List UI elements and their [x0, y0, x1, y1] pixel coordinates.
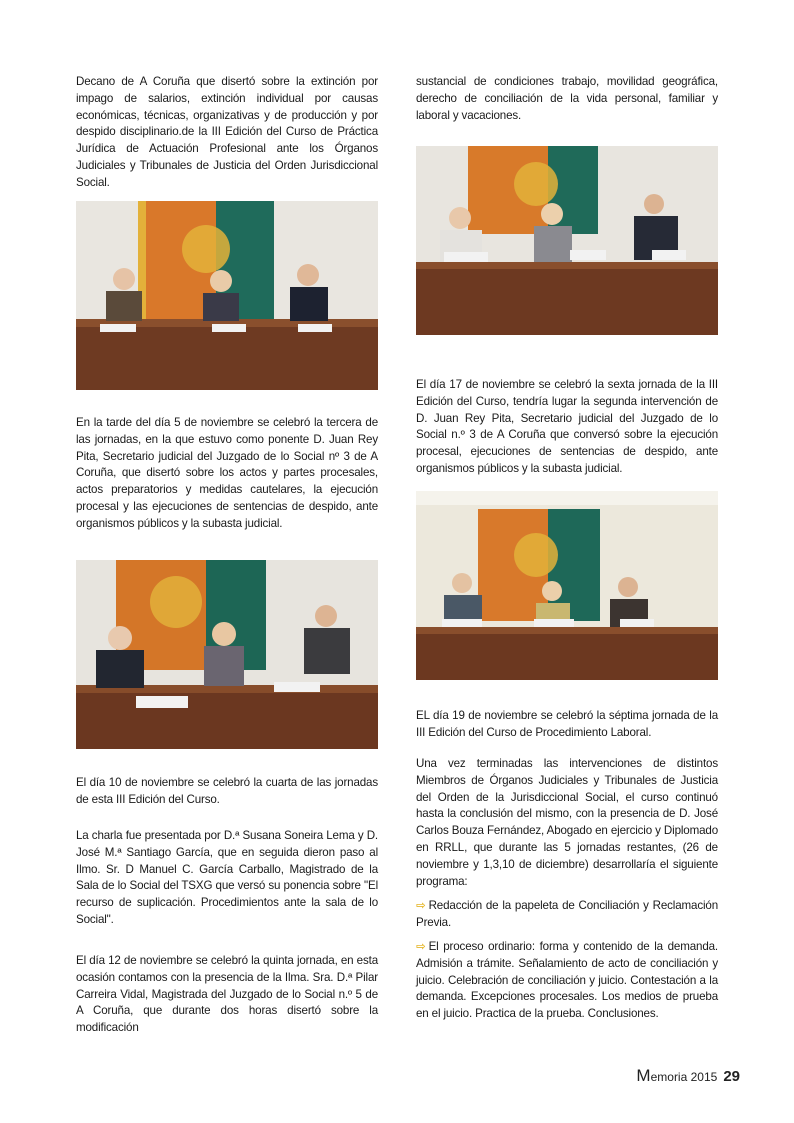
paragraph: El día 10 de noviembre se celebró la cuarta de las jornadas de esta III Edición del Curso.: [76, 776, 378, 806]
paragraph: El día 17 de noviembre se celebró la sexta jornada de la III Edición del Curso, tendría lugar la segunda intervención de D. Juan Rey Pita, Secretario judicial del Juzgado de lo Social n.º 3 de A Coruña que conversó sobre la ejecución procesal, ejecuciones de sentencias de despido, ante organismos públicos y la subasta judicial.: [416, 378, 718, 475]
photo-panel-1: [76, 201, 378, 390]
bullet-text: Redacción de la papeleta de Conciliación y Reclamación Previa.: [416, 899, 718, 929]
page-footer: [636, 1066, 740, 1086]
page-number: 29: [723, 1068, 740, 1085]
bullet-item: [416, 939, 718, 1023]
photo-panel-3: [416, 146, 718, 335]
right-text-block-4: [416, 756, 718, 890]
left-text-block-5: [76, 953, 378, 1037]
bullet-item: [416, 898, 718, 932]
footer-initial: M: [636, 1066, 651, 1085]
left-text-block-1: [76, 74, 378, 192]
right-bullet-2: [416, 939, 718, 1023]
right-text-block-2: [416, 377, 718, 478]
paragraph: EL día 19 de noviembre se celebró la séptima jornada de la III Edición del Curso de Procedimiento Laboral.: [416, 709, 718, 739]
photo-panel-2: [76, 560, 378, 749]
arrow-right-icon: ⇨: [416, 899, 426, 912]
paragraph: sustancial de condiciones trabajo, movilidad geográfica, derecho de conciliación de la vida personal, familiar y laboral y vacaciones.: [416, 75, 718, 122]
paragraph: Una vez terminadas las intervenciones de distintos Miembros de Órganos Judiciales y Tribunales de Justicia del Orden de la Jurisdiccional Social, el curso continuó hasta la conclusión del mismo, con la presencia de D. José Carlos Bouza Fernández, Abogado en ejercicio y Diplomado en RRLL, que durante las 5 jornadas restantes, (26 de noviembre y 1,3,10 de diciembre) desarrollaría el siguiente programa:: [416, 757, 718, 888]
paragraph: Decano de A Coruña que disertó sobre la extinción por impago de salarios, extinción individual por causas económicas, técnicas, organizativas y de producción y por despido disciplinario.de la III Edición del Curso de Práctica Jurídica de Actuación Profesional ante los Órganos Judiciales y Tribunales de Justicia del Orden Jurisdiccional Social.: [76, 75, 378, 189]
right-bullet-1: [416, 898, 718, 932]
paragraph: El día 12 de noviembre se celebró la quinta jornada, en esta ocasión contamos con la presencia de la Ilma. Sra. D.ª Pilar Carreira Vidal, Magistrada del Juzgado de lo Social n.º 5 de A Coruña, que durante dos horas disertó sobre la modificación: [76, 954, 378, 1035]
left-text-block-2: [76, 415, 378, 533]
arrow-right-icon: ⇨: [416, 940, 426, 953]
left-text-block-3: [76, 775, 378, 809]
right-text-block-1: [416, 74, 718, 124]
left-text-block-4: [76, 828, 378, 929]
paragraph: En la tarde del día 5 de noviembre se celebró la tercera de las jornadas, en la que estuvo como ponente D. Juan Rey Pita, Secretario judicial del Juzgado de lo Social nº 3 de A Coruña, que disertó sobre los actos y partes procesales, actos preparatorios y medidas cautelares, la ejecución procesal y las ejecuciones de sentencias de despido, ante organismos públicos y la subasta judicial.: [76, 416, 378, 530]
paragraph: La charla fue presentada por D.ª Susana Soneira Lema y D. José M.ª Santiago García, que en seguida dieron paso al Ilmo. Sr. D Manuel C. García Carballo, Magistrado de la Sala de lo Social del TSXG que versó su ponencia sobre "El recurso de suplicación. Procedimientos ante la sala de lo Social".: [76, 829, 378, 926]
bullet-text: El proceso ordinario: forma y contenido de la demanda. Admisión a trámite. Señalamiento de acto de conciliación y juicio. Celebración de conciliación y juicio. Contestación a la demanda. Excepciones procesales. Los medios de prueba en el juicio. Practica de la prueba. Conclusiones.: [416, 940, 718, 1021]
right-text-block-3: [416, 708, 718, 742]
footer-label: emoria 2015: [650, 1070, 718, 1084]
photo-panel-4: [416, 491, 718, 680]
